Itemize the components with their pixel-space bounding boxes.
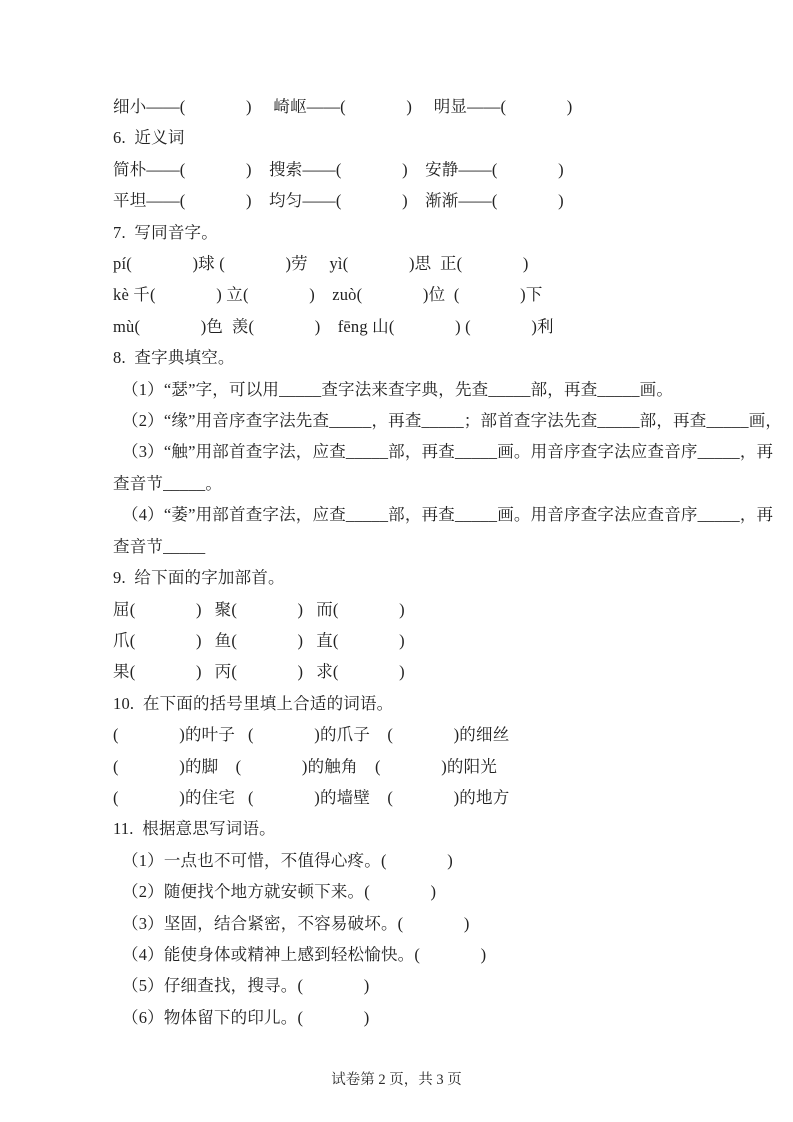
antonym-pair-row: 细小——( ) 崎岖——( ) 明显——( ) (113, 97, 573, 116)
question-8-title: 8. 查字典填空。 (113, 348, 235, 368)
meaning-item-2: （2）随便找个地方就安顿下来。( ) (122, 882, 437, 902)
question-6-title: 6. 近义词 (113, 128, 185, 148)
radical-row: 屈( ) 聚( ) 而( ) (113, 599, 405, 619)
meaning-item-4: （4）能使身体或精神上感到轻松愉快。( ) (122, 944, 487, 964)
phrase-fill-row: ( )的住宅 ( )的墙壁 ( )的地方 (113, 787, 510, 807)
homophone-row-ke: kè 千( ) 立( ) zuò( )位 ( )下 (113, 285, 543, 305)
phrase-fill-row: ( )的叶子 ( )的爪子 ( )的细丝 (113, 725, 510, 745)
page-number-footer: 试卷第 2 页，共 3 页 (331, 1072, 462, 1088)
radical-row: 果( ) 丙( ) 求( ) (113, 662, 405, 682)
homophone-row-pi: pí( )球 ( )劳 yì( )思 正( ) (113, 254, 529, 274)
synonym-pair-row: 简朴——( ) 搜索——( ) 安静——( ) (113, 159, 564, 179)
phrase-fill-row: ( )的脚 ( )的触角 ( )的阳光 (113, 756, 498, 776)
radical-row: 爪( ) 鱼( ) 直( ) (113, 630, 405, 650)
question-7-title: 7. 写同音字。 (113, 222, 218, 242)
exam-content (113, 91, 783, 1033)
dictionary-item-3-continuation: 查音节_____。 (113, 473, 223, 493)
question-10-title: 10. 在下面的括号里填上合适的词语。 (113, 693, 394, 713)
homophone-row-mu: mù( )色 羡( ) fēng 山( ) ( )利 (113, 316, 554, 336)
question-9-title: 9. 给下面的字加部首。 (113, 568, 285, 588)
dictionary-item-1: （1）“瑟”字，可以用_____查字法来查字典，先查_____部，再查_____画。 (122, 379, 674, 399)
dictionary-item-4: （4）“萎”用部首查字法，应查_____部，再查_____画。用音序查字法应查音序_____，再 (122, 505, 774, 525)
dictionary-item-3: （3）“触”用部首查字法，应查_____部，再查_____画。用音序查字法应查音序_____，再 (122, 442, 774, 462)
meaning-item-5: （5）仔细查找，搜寻。( ) (122, 976, 370, 996)
dictionary-item-2: （2）“缘”用音序查字法先查_____，再查_____；部首查字法先查_____部，再查_____画， (122, 411, 783, 431)
synonym-pair-row: 平坦——( ) 均匀——( ) 渐渐——( ) (113, 191, 564, 211)
meaning-item-3: （3）坚固，结合紧密，不容易破坏。( ) (122, 913, 470, 933)
question-11-title: 11. 根据意思写词语。 (113, 819, 276, 839)
dictionary-item-4-continuation: 查音节_____ (113, 536, 206, 556)
meaning-item-6: （6）物体留下的印儿。( ) (122, 1007, 370, 1027)
meaning-item-1: （1）一点也不可惜，不值得心疼。( ) (122, 850, 453, 870)
